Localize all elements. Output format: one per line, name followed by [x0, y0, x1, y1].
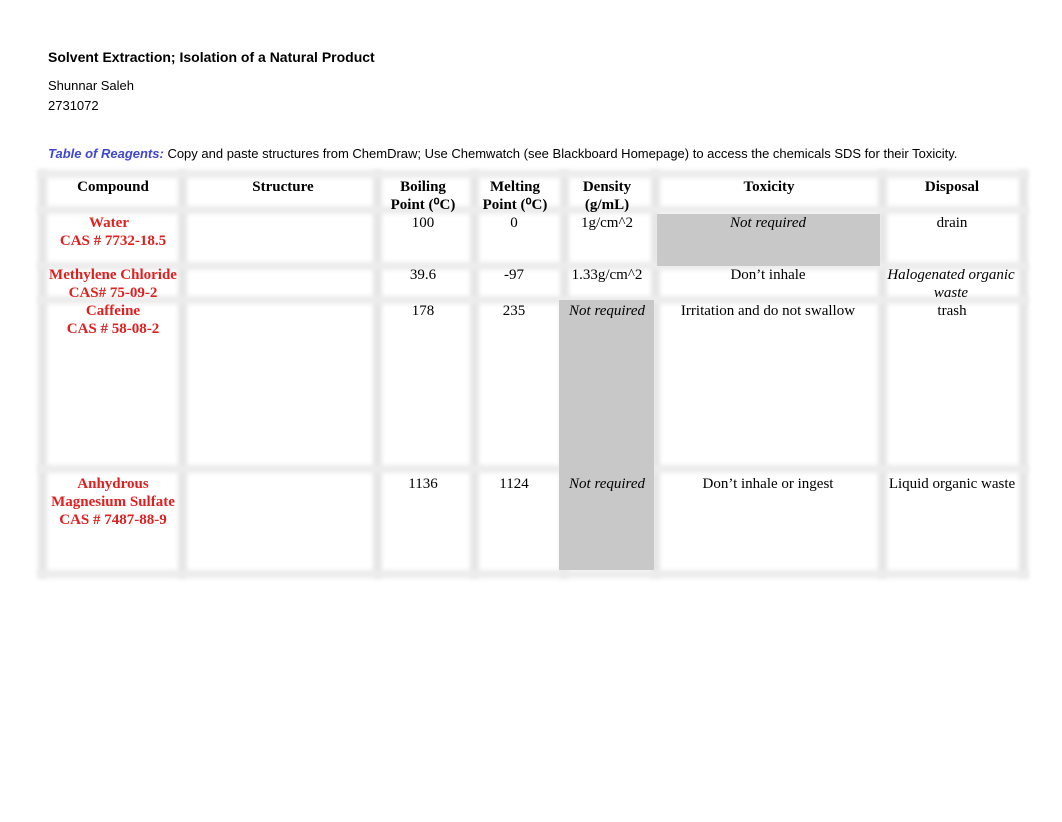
header-melting-line1: Melting	[490, 179, 540, 195]
melting-point: 235	[502, 303, 526, 319]
boiling-point: 178	[411, 303, 435, 319]
compound-name	[44, 266, 182, 302]
table-intro	[48, 146, 957, 161]
header-melting-line2: Point (⁰C)	[482, 197, 548, 213]
melting-point: 0	[510, 215, 518, 231]
density-shaded-cell	[559, 300, 654, 570]
student-id: 2731072	[48, 98, 99, 113]
disposal: Liquid organic waste	[888, 476, 1016, 492]
compound-label-line2: Magnesium Sulfate	[51, 494, 175, 510]
disposal	[878, 266, 1024, 302]
disposal-line1: Halogenated organic	[887, 267, 1015, 283]
melting-point: -97	[504, 267, 524, 283]
header-boiling-line2: Point (⁰C)	[390, 197, 456, 213]
compound-name	[44, 214, 182, 250]
compound-name	[44, 302, 182, 338]
header-density-line1: Density	[582, 179, 632, 195]
header-density-line2: (g/mL)	[584, 197, 630, 213]
compound-label: Water	[89, 215, 129, 231]
compound-cas: CAS # 58-08-2	[66, 321, 160, 337]
boiling-point: 1136	[408, 476, 438, 492]
density: Not required	[569, 476, 645, 492]
density: Not required	[569, 303, 645, 319]
disposal: drain	[936, 215, 968, 231]
table-intro-text: Copy and paste structures from ChemDraw; Use Chemwatch (see Blackboard Homepage) to access the chemicals SDS for their Toxicity.	[163, 146, 958, 161]
header-disposal: Disposal	[924, 179, 980, 195]
density: 1.33g/cm^2	[571, 267, 643, 283]
compound-label-line1: Anhydrous	[77, 476, 149, 492]
compound-label: Methylene Chloride	[49, 267, 177, 283]
header-boiling-line1: Boiling	[400, 179, 446, 195]
author-name: Shunnar Saleh	[48, 78, 135, 93]
toxicity: Don’t inhale	[730, 267, 806, 283]
toxicity: Don’t inhale or ingest	[702, 476, 834, 492]
compound-cas: CAS # 7487-88-9	[59, 512, 167, 528]
melting-point: 1124	[499, 476, 529, 492]
density: 1g/cm^2	[580, 215, 634, 231]
header-compound: Compound	[77, 179, 149, 195]
toxicity: Not required	[730, 215, 806, 231]
header-melting-point	[470, 178, 560, 214]
compound-name	[44, 475, 182, 529]
compound-label: Caffeine	[85, 303, 141, 319]
header-structure: Structure	[252, 179, 314, 195]
table-intro-lead: Table of Reagents:	[48, 146, 164, 161]
document-title: Solvent Extraction; Isolation of a Natural Product	[48, 49, 375, 65]
disposal: trash	[937, 303, 967, 319]
boiling-point: 39.6	[409, 267, 437, 283]
header-toxicity: Toxicity	[743, 179, 795, 195]
header-boiling-point	[378, 178, 468, 214]
compound-cas: CAS# 75-09-2	[68, 285, 158, 301]
header-density	[562, 178, 652, 214]
compound-cas: CAS # 7732-18.5	[59, 233, 167, 249]
boiling-point: 100	[411, 215, 435, 231]
disposal-line2: waste	[933, 285, 969, 301]
toxicity: Irritation and do not swallow	[680, 303, 856, 319]
